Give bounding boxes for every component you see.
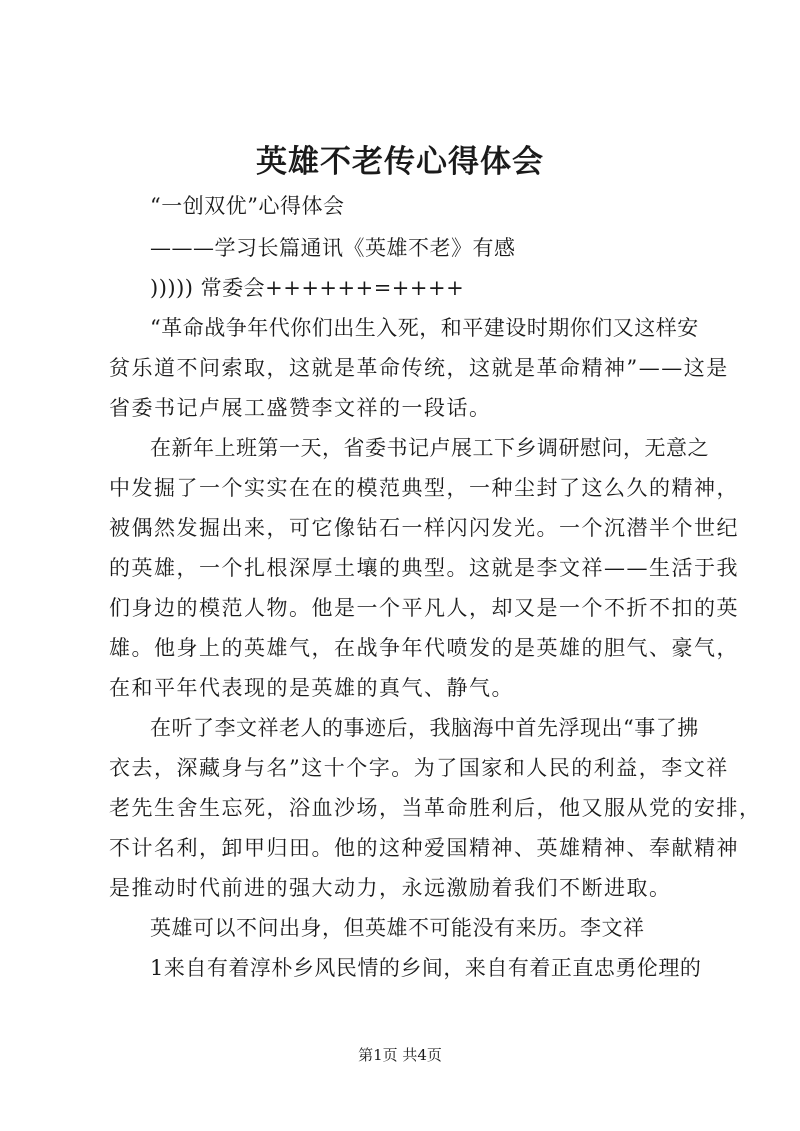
paragraph-2-line-1: 在新年上班第一天，省委书记卢展工下乡调研慰问，无意之 <box>150 436 709 460</box>
paragraph-2-line-5: 们身边的模范人物。他是一个平凡人，却又是一个不折不扣的英 <box>109 596 739 620</box>
paragraph-2-line-4: 的英雄，一个扎根深厚土壤的典型。这就是李文祥——生活于我 <box>109 556 739 580</box>
paragraph-3-line-1: 在听了李文祥老人的事迹后，我脑海中首先浮现出“事了拂 <box>150 716 699 740</box>
paragraph-2-line-2: 中发掘了一个实实在在的模范典型，一种尘封了这么久的精神， <box>109 476 739 500</box>
subheading-one: “一创双优”心得体会 <box>150 194 345 218</box>
paragraph-1-line-1: “革命战争年代你们出生入死，和平建设时期你们又这样安 <box>150 316 699 340</box>
paragraph-3-line-3: 老先生舍生忘死，浴血沙场，当革命胜利后，他又服从党的安排， <box>109 796 762 820</box>
paragraph-2-line-6: 雄。他身上的英雄气，在战争年代喷发的是英雄的胆气、豪气， <box>109 636 739 660</box>
paragraph-1-line-3: 省委书记卢展工盛赞李文祥的一段话。 <box>109 396 492 420</box>
subheading-two: ———学习长篇通讯《英雄不老》有感 <box>150 236 516 260</box>
document-title: 英雄不老传心得体会 <box>256 144 544 180</box>
paragraph-1-line-2: 贫乐道不问索取，这就是革命传统，这就是革命精神”——这是 <box>109 356 729 380</box>
paragraph-2-line-3: 被偶然发掘出来，可它像钻石一样闪闪发光。一个沉潜半个世纪 <box>109 516 739 540</box>
subheading-three: ))))) 常委会++++++=++++ <box>150 276 465 300</box>
paragraph-4-line-1: 英雄可以不问出身，但英雄不可能没有来历。李文祥 <box>150 916 645 940</box>
paragraph-3-line-2: 衣去，深藏身与名”这十个字。为了国家和人民的利益，李文祥 <box>109 756 729 780</box>
paragraph-2-line-7: 在和平年代表现的是英雄的真气、静气。 <box>109 676 514 700</box>
paragraph-4-line-2: 1来自有着淳朴乡风民情的乡间，来自有着正直忠勇伦理的 <box>150 956 702 980</box>
paragraph-3-line-4: 不计名利，卸甲归田。他的这种爱国精神、英雄精神、奉献精神 <box>109 836 739 860</box>
paragraph-3-line-5: 是推动时代前进的强大动力，永远激励着我们不断进取。 <box>109 876 672 900</box>
page-number-footer: 第1页 共4页 <box>358 1046 442 1064</box>
